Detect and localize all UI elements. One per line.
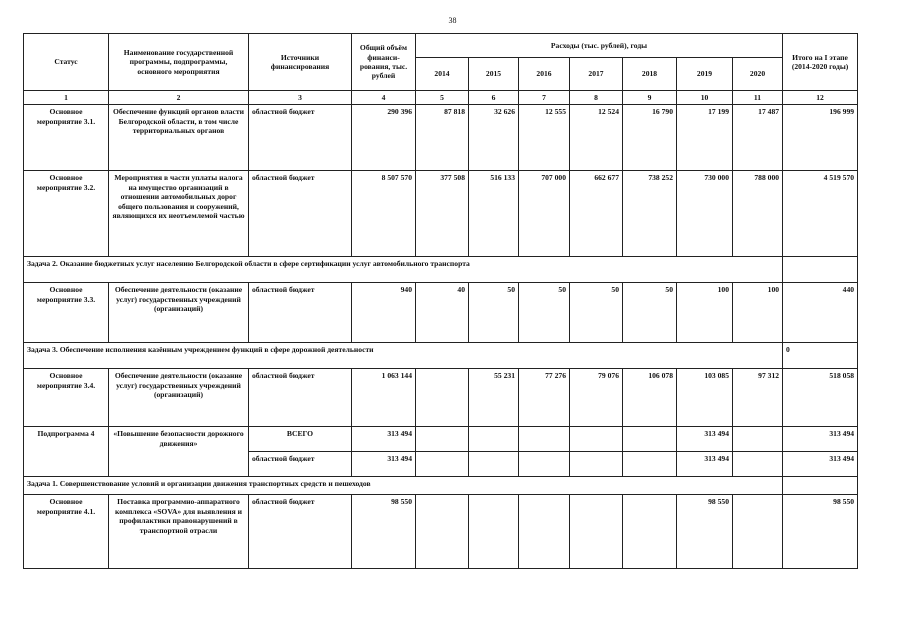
- row-year-value: 55 231: [469, 369, 519, 427]
- section-itogo: 0: [783, 343, 858, 369]
- row-year-value: [469, 495, 519, 569]
- table-row: [24, 427, 858, 452]
- header-year: 2018: [623, 58, 677, 91]
- header-expenses: Расходы (тыс. рублей), годы: [416, 34, 783, 58]
- row-year-value: [623, 452, 677, 477]
- row-year-value: 662 677: [570, 171, 623, 257]
- row-itogo: 313 494: [783, 452, 858, 477]
- row-source: областной бюджет: [249, 495, 352, 569]
- row-itogo: 196 999: [783, 105, 858, 171]
- header-itogo: Итого на I этапе (2014-2020 годы): [783, 34, 858, 91]
- row-year-value: [570, 452, 623, 477]
- row-year-value: 103 085: [677, 369, 733, 427]
- column-index-row: [24, 91, 858, 105]
- header-sources: Источники финансирования: [249, 34, 352, 91]
- row-itogo: 4 519 570: [783, 171, 858, 257]
- header-status: Статус: [24, 34, 109, 91]
- row-total: 290 396: [352, 105, 416, 171]
- row-year-value: [570, 495, 623, 569]
- row-year-value: 100: [677, 283, 733, 343]
- row-total: 1 063 144: [352, 369, 416, 427]
- row-year-value: 100: [733, 283, 783, 343]
- table-row: [24, 495, 858, 569]
- section-title: Задача 1. Совершенствование условий и организации движения транспортных средств и пешеходов: [24, 477, 783, 495]
- row-total: 313 494: [352, 427, 416, 452]
- row-source: областной бюджет: [249, 105, 352, 171]
- row-itogo: 98 550: [783, 495, 858, 569]
- col-index: 4: [352, 91, 416, 105]
- row-year-value: 32 626: [469, 105, 519, 171]
- row-total: 8 507 570: [352, 171, 416, 257]
- row-status: Основное мероприятие 3.4.: [24, 369, 109, 427]
- row-year-value: [416, 495, 469, 569]
- row-total: 940: [352, 283, 416, 343]
- row-status: Основное мероприятие 3.2.: [24, 171, 109, 257]
- row-year-value: [416, 452, 469, 477]
- row-source: областной бюджет: [249, 452, 352, 477]
- row-year-value: 79 076: [570, 369, 623, 427]
- row-year-value: [416, 369, 469, 427]
- row-source: ВСЕГО: [249, 427, 352, 452]
- col-index: 11: [733, 91, 783, 105]
- budget-table: [23, 33, 858, 569]
- row-year-value: 313 494: [677, 452, 733, 477]
- row-name: Обеспечение функций органов власти Белгородской области, в том числе территориальных органов: [109, 105, 249, 171]
- row-year-value: 40: [416, 283, 469, 343]
- row-year-value: 16 790: [623, 105, 677, 171]
- row-total: 313 494: [352, 452, 416, 477]
- row-year-value: 77 276: [519, 369, 570, 427]
- row-year-value: [623, 495, 677, 569]
- col-index: 5: [416, 91, 469, 105]
- col-index: 7: [519, 91, 570, 105]
- row-name: Обеспечение деятельности (оказание услуг) государственных учреждений (организаций): [109, 283, 249, 343]
- row-source: областной бюджет: [249, 369, 352, 427]
- section-title: Задача 2. Оказание бюджетных услуг населению Белгородской области в сфере сертификации услуг автомобильного транспорта: [24, 257, 783, 283]
- row-year-value: 788 000: [733, 171, 783, 257]
- row-year-value: 730 000: [677, 171, 733, 257]
- row-source: областной бюджет: [249, 171, 352, 257]
- section-row: [24, 477, 858, 495]
- col-index: 6: [469, 91, 519, 105]
- header-year: 2019: [677, 58, 733, 91]
- row-year-value: [519, 495, 570, 569]
- row-name: «Повышение безопасности дорожного движения»: [109, 427, 249, 477]
- row-year-value: [733, 495, 783, 569]
- row-year-value: 97 312: [733, 369, 783, 427]
- row-status: Подпрограмма 4: [24, 427, 109, 477]
- header-name: Наименование государственной программы, подпрограммы, основного мероприятия: [109, 34, 249, 91]
- table-row: [24, 283, 858, 343]
- section-row: [24, 343, 858, 369]
- table-row: [24, 171, 858, 257]
- header-year: 2016: [519, 58, 570, 91]
- row-year-value: [469, 452, 519, 477]
- section-row: [24, 257, 858, 283]
- row-status: Основное мероприятие 3.1.: [24, 105, 109, 171]
- row-year-value: 106 078: [623, 369, 677, 427]
- page-number: 38: [448, 16, 457, 25]
- row-year-value: 17 487: [733, 105, 783, 171]
- row-year-value: [519, 452, 570, 477]
- col-index: 3: [249, 91, 352, 105]
- row-year-value: [519, 427, 570, 452]
- row-itogo: 440: [783, 283, 858, 343]
- row-status: Основное мероприятие 4.1.: [24, 495, 109, 569]
- row-itogo: 518 058: [783, 369, 858, 427]
- row-year-value: [469, 427, 519, 452]
- row-year-value: 738 252: [623, 171, 677, 257]
- row-itogo: 313 494: [783, 427, 858, 452]
- row-year-value: [733, 452, 783, 477]
- row-year-value: 313 494: [677, 427, 733, 452]
- table-row: [24, 105, 858, 171]
- header-year: 2017: [570, 58, 623, 91]
- row-year-value: 98 550: [677, 495, 733, 569]
- row-year-value: 17 199: [677, 105, 733, 171]
- row-year-value: 516 133: [469, 171, 519, 257]
- col-index: 10: [677, 91, 733, 105]
- col-index: 2: [109, 91, 249, 105]
- section-itogo: [783, 477, 858, 495]
- row-name: Обеспечение деятельности (оказание услуг) государственных учреждений (организаций): [109, 369, 249, 427]
- row-name: Поставка программно-аппаратного комплекса «SOVA» для выявления и профилактики правонарушений в транспортной отрасли: [109, 495, 249, 569]
- table-row: [24, 369, 858, 427]
- col-index: 9: [623, 91, 677, 105]
- row-status: Основное мероприятие 3.3.: [24, 283, 109, 343]
- row-total: 98 550: [352, 495, 416, 569]
- row-year-value: 12 555: [519, 105, 570, 171]
- col-index: 1: [24, 91, 109, 105]
- row-year-value: [623, 427, 677, 452]
- section-title: Задача 3. Обеспечение исполнения казённым учреждением функций в сфере дорожной деятельности: [24, 343, 783, 369]
- row-name: Мероприятия в части уплаты налога на имущество организаций в отношении автомобильных дорог общего пользования и сооружений, являющихся их неотъемлемой частью: [109, 171, 249, 257]
- row-source: областной бюджет: [249, 283, 352, 343]
- row-year-value: 50: [469, 283, 519, 343]
- row-year-value: 50: [570, 283, 623, 343]
- section-itogo: [783, 257, 858, 283]
- header-year: 2014: [416, 58, 469, 91]
- row-year-value: 377 508: [416, 171, 469, 257]
- row-year-value: 707 000: [519, 171, 570, 257]
- row-year-value: [570, 427, 623, 452]
- row-year-value: 12 524: [570, 105, 623, 171]
- header-year: 2020: [733, 58, 783, 91]
- row-year-value: [416, 427, 469, 452]
- row-year-value: 50: [519, 283, 570, 343]
- row-year-value: 87 818: [416, 105, 469, 171]
- col-index: 8: [570, 91, 623, 105]
- row-year-value: 50: [623, 283, 677, 343]
- col-index: 12: [783, 91, 858, 105]
- header-year: 2015: [469, 58, 519, 91]
- header-total-volume: Общий объём финанси-рования, тыс. рублей: [352, 34, 416, 91]
- row-year-value: [733, 427, 783, 452]
